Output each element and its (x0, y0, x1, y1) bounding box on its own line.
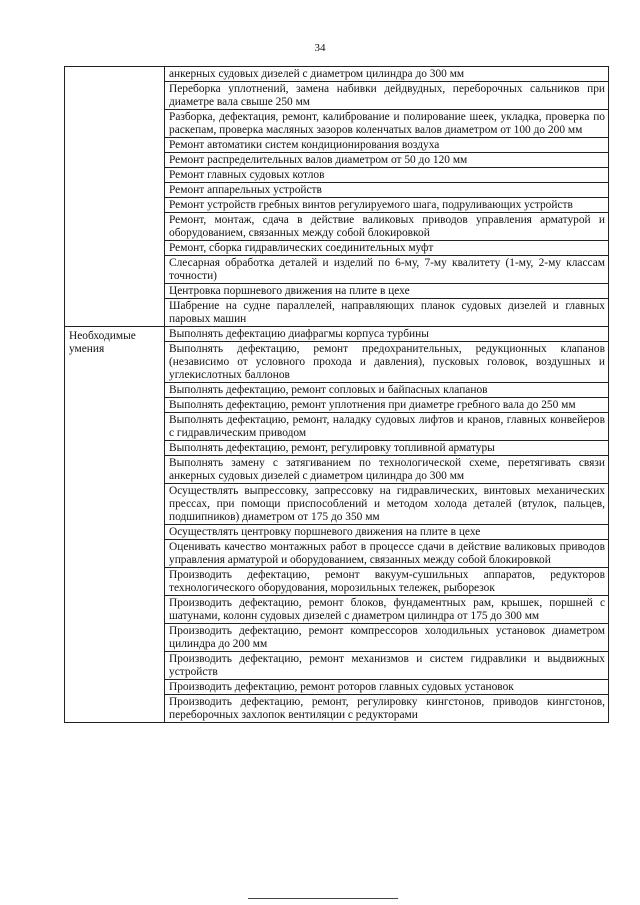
table-cell-item: Производить дефектацию, ремонт компрессоров холодильных установок диаметром цилиндра до 200 мм (165, 624, 609, 652)
table-cell-item: Выполнять дефектацию, ремонт предохранительных, редукционных клапанов (независимо от условного прохода и давления), пусковых головок, воздушных и углекислотных баллонов (165, 342, 609, 383)
table-cell-item: Ремонт автоматики систем кондиционирования воздуха (165, 138, 609, 153)
table-cell-item: Ремонт устройств гребных винтов регулируемого шага, подруливающих устройств (165, 198, 609, 213)
table-cell-item: Ремонт главных судовых котлов (165, 168, 609, 183)
table-row (65, 327, 609, 342)
table-cell-item: Центровка поршневого движения на плите в цехе (165, 284, 609, 299)
table-cell-item: анкерных судовых дизелей с диаметром цилиндра до 300 мм (165, 67, 609, 82)
table-cell-item: Производить дефектацию, ремонт роторов главных судовых установок (165, 680, 609, 695)
table-cell-item: Оценивать качество монтажных работ в процессе сдачи в действие валиковых приводов управления арматурой и оборудованием, связанных между собой блокировкой (165, 540, 609, 568)
section-label: Необходимые умения (65, 327, 165, 723)
table-cell-item: Переборка уплотнений, замена набивки дейдвудных, переборочных сальников при диаметре вала свыше 250 мм (165, 82, 609, 110)
table-cell-item: Выполнять замену с затягиванием по технологической схеме, перетягивать связи анкерных судовых дизелей с диаметром цилиндра до 300 мм (165, 456, 609, 484)
skills-table (64, 66, 609, 723)
table-cell-item: Производить дефектацию, ремонт, регулировку кингстонов, приводов кингстонов, переборочных захлопок вентиляции с редукторами (165, 695, 609, 723)
table-row (65, 67, 609, 82)
table-cell-item: Выполнять дефектацию, ремонт уплотнения при диаметре гребного вала до 250 мм (165, 398, 609, 413)
table-cell-item: Выполнять дефектацию, ремонт сопловых и байпасных клапанов (165, 383, 609, 398)
table-cell-item: Производить дефектацию, ремонт блоков, фундаментных рам, крышек, поршней с шатунами, колонн судовых дизелей с диаметром цилиндра от 175 до 300 мм (165, 596, 609, 624)
table-cell-item: Производить дефектацию, ремонт вакуум-сушильных аппаратов, редукторов технологического оборудования, морозильных тележек, рыборезок (165, 568, 609, 596)
footer-rule (248, 898, 398, 899)
table-cell-item: Разборка, дефектация, ремонт, калибрование и полирование шеек, укладка, проверка по раскепам, проверка масляных зазоров коленчатых валов диаметром от 100 до 200 мм (165, 110, 609, 138)
table-cell-item: Слесарная обработка деталей и изделий по 6-му, 7-му квалитету (1-му, 2-му классам точности) (165, 256, 609, 284)
table-cell-item: Ремонт аппарельных устройств (165, 183, 609, 198)
section-label (65, 67, 165, 327)
table-cell-item: Ремонт, монтаж, сдача в действие валиковых приводов управления арматурой и оборудованием, связанных между собой блокировкой (165, 213, 609, 241)
table-cell-item: Ремонт распределительных валов диаметром от 50 до 120 мм (165, 153, 609, 168)
table-cell-item: Осуществлять выпрессовку, запрессовку на гидравлических, винтовых механических прессах, при помощи приспособлений и методом холода деталей (втулок, пальцев, подшипников) диаметром от 175 до 350 мм (165, 484, 609, 525)
table-cell-item: Шабрение на судне параллелей, направляющих планок судовых дизелей и главных паровых машин (165, 299, 609, 327)
table-cell-item: Выполнять дефектацию, ремонт, регулировку топливной арматуры (165, 441, 609, 456)
table-cell-item: Производить дефектацию, ремонт механизмов и систем гидравлики и выдвижных устройств (165, 652, 609, 680)
table-cell-item: Выполнять дефектацию диафрагмы корпуса турбины (165, 327, 609, 342)
table-cell-item: Осуществлять центровку поршневого движения на плите в цехе (165, 525, 609, 540)
table-cell-item: Выполнять дефектацию, ремонт, наладку судовых лифтов и кранов, главных конвейеров с гидравлическим приводом (165, 413, 609, 441)
page-number: 34 (314, 42, 326, 54)
table-cell-item: Ремонт, сборка гидравлических соединительных муфт (165, 241, 609, 256)
